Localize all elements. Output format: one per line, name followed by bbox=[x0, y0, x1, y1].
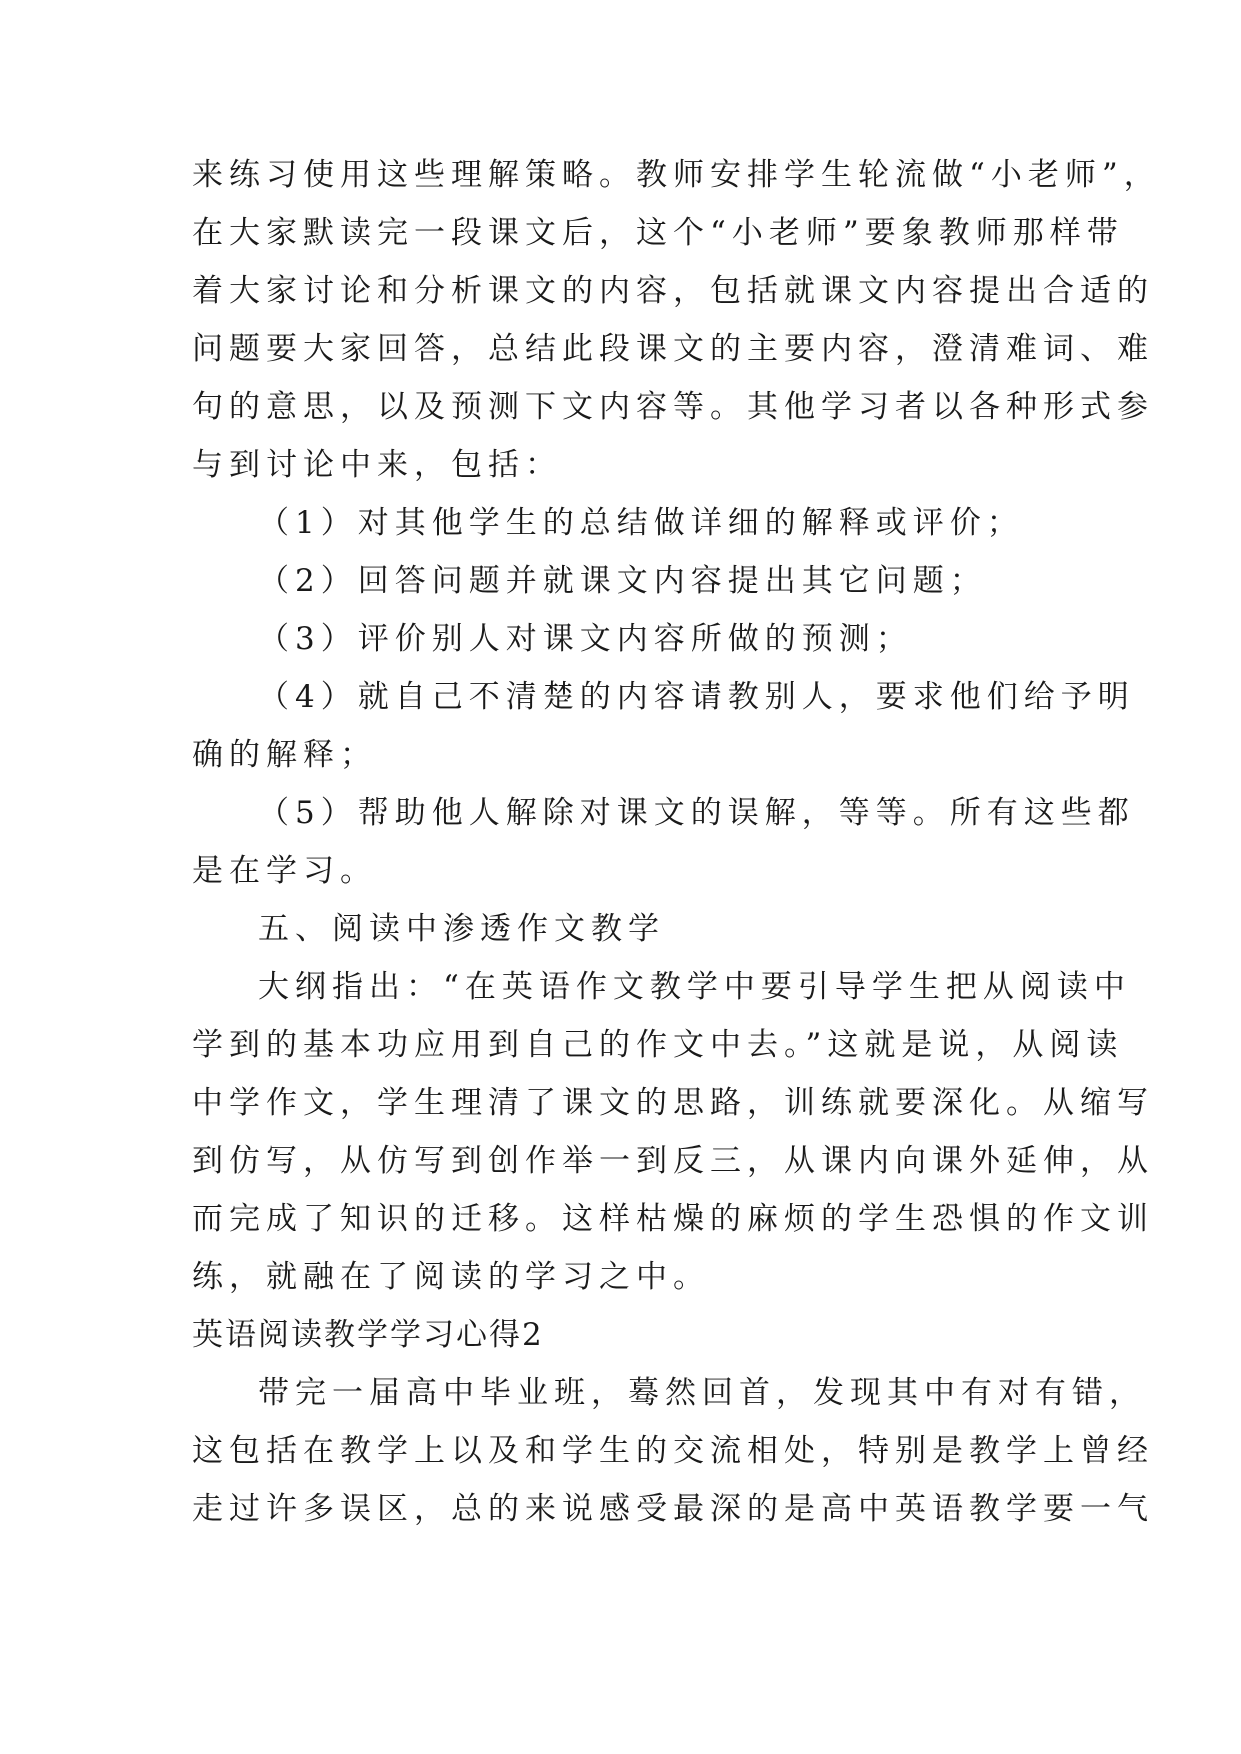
paragraph-line: 问题要大家回答，总结此段课文的主要内容，澄清难词、难 bbox=[192, 331, 1154, 367]
paragraph-line: 走过许多误区，总的来说感受最深的是高中英语教学要一气 bbox=[192, 1491, 1154, 1527]
paragraph-line: 学到的基本功应用到自己的作文中去。”这就是说，从阅读 bbox=[192, 1027, 1124, 1063]
article-title: 英语阅读教学学习心得2 bbox=[192, 1317, 544, 1353]
paragraph-line: 而完成了知识的迁移。这样枯燥的麻烦的学生恐惧的作文训 bbox=[192, 1201, 1154, 1237]
paragraph-line: 与到讨论中来，包括： bbox=[192, 447, 562, 483]
paragraph-line: 带完一届高中毕业班，蓦然回首，发现其中有对有错， bbox=[258, 1375, 1146, 1411]
paragraph-line: 在大家默读完一段课文后，这个“小老师”要象教师那样带 bbox=[192, 215, 1124, 251]
list-item: （5）帮助他人解除对课文的误解，等等。所有这些都 bbox=[258, 795, 1135, 831]
paragraph-line: 句的意思，以及预测下文内容等。其他学习者以各种形式参 bbox=[192, 389, 1154, 425]
paragraph-line: 练，就融在了阅读的学习之中。 bbox=[192, 1259, 710, 1295]
paragraph-line: 这包括在教学上以及和学生的交流相处，特别是教学上曾经 bbox=[192, 1433, 1154, 1469]
list-item: （3）评价别人对课文内容所做的预测； bbox=[258, 621, 913, 657]
list-item-continuation: 是在学习。 bbox=[192, 853, 377, 889]
paragraph-line: 大纲指出：“在英语作文教学中要引导学生把从阅读中 bbox=[258, 969, 1131, 1005]
paragraph-line: 来练习使用这些理解策略。教师安排学生轮流做“小老师”， bbox=[192, 157, 1161, 193]
list-item: （2）回答问题并就课文内容提出其它问题； bbox=[258, 563, 987, 599]
list-item: （1）对其他学生的总结做详细的解释或评价； bbox=[258, 505, 1024, 541]
paragraph-line: 到仿写，从仿写到创作举一到反三，从课内向课外延伸，从 bbox=[192, 1143, 1154, 1179]
section-heading: 五、阅读中渗透作文教学 bbox=[258, 911, 665, 947]
paragraph-line: 着大家讨论和分析课文的内容，包括就课文内容提出合适的 bbox=[192, 273, 1154, 309]
list-item: （4）就自己不清楚的内容请教别人，要求他们给予明 bbox=[258, 679, 1135, 715]
list-item-continuation: 确的解释； bbox=[192, 737, 377, 773]
paragraph-line: 中学作文，学生理清了课文的思路，训练就要深化。从缩写 bbox=[192, 1085, 1154, 1121]
